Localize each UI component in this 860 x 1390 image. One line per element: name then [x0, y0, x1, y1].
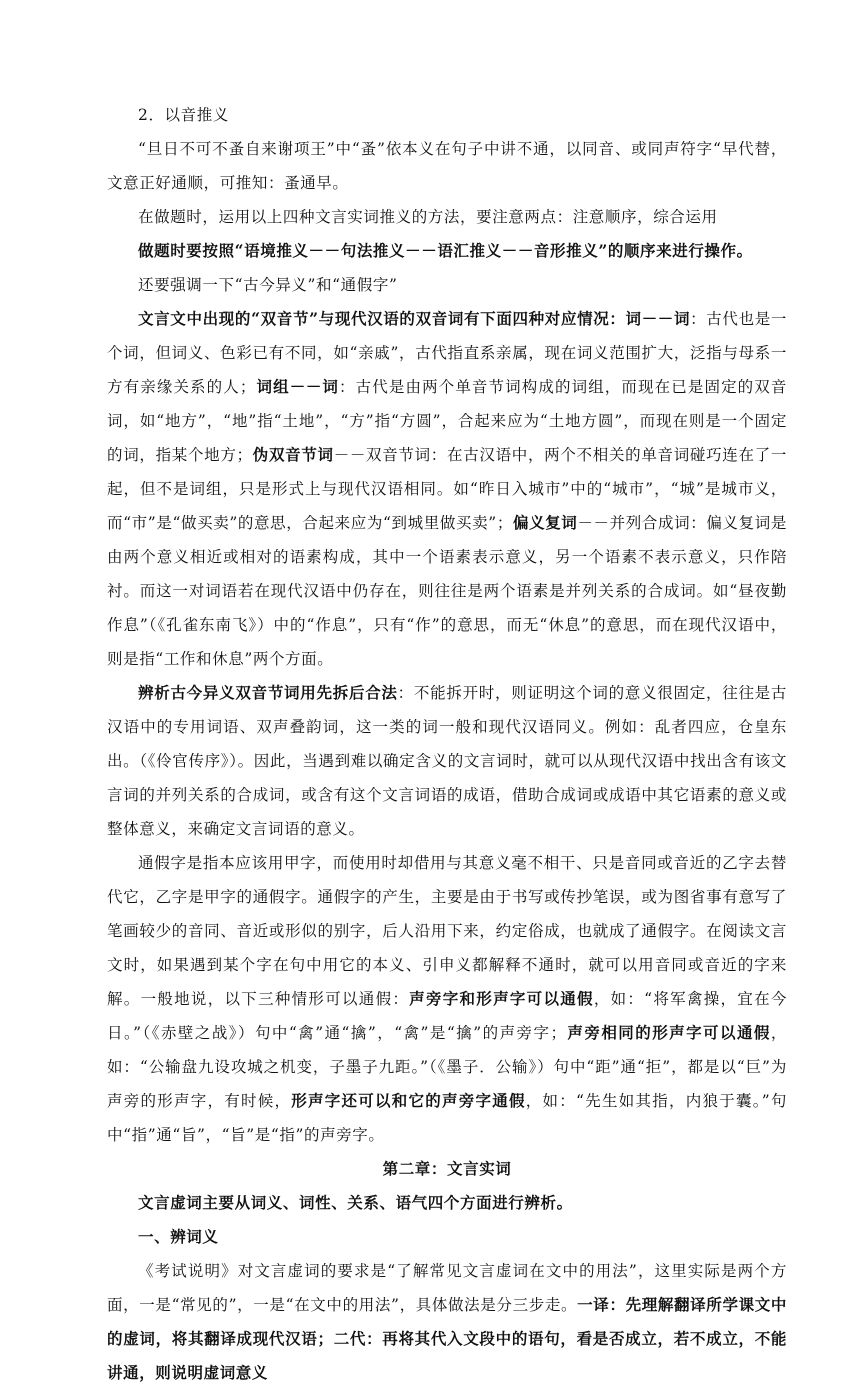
text-run: 偏义复词: [512, 513, 578, 532]
text-run: ：不能拆开时，则证明这个词的意义很固定，往往是古汉语中的专用词语、双声叠韵词，这一类的词一般和现代汉语同义。例如：乱者四应，仓皇东出。（《伶官传序》）。因此，当遇到难以确定含义的文言词时，就可以从现代汉语中找出含有该文言词的并列关系的合成词，或含有这个文言词语的成语，借助合成词或成语中其它语素的意义或整体意义，来确定文言词语的意义。: [107, 684, 787, 838]
text-run: －－双音节词：在古汉语中，两个不相关的单音词碰巧连在了一起，但不是词组，只是形式上与现代汉语相同。如“昨日入城市”中的“城市”，“城”是城市义，而“市”是“做买卖”的意思，合起来应为“到城里做买卖”；: [107, 446, 787, 532]
text-run: 文言文中出现的“双音节”与现代汉语的双音词有下面四种对应情况：词－－词: [138, 309, 691, 328]
text-run: 声旁相同的形声字可以通假: [566, 1023, 771, 1042]
text-run: 通假字是指本应该用甲字，而使用时却借用与其意义毫不相干、只是音同或音近的乙字去替代它，乙字是甲字的通假字。通假字的产生，主要是由于书写或传抄笔误，或为图省事有意写了笔画较少的音同、音近或形似的别字，后人沿用下来，约定俗成，也就成了通假字。在阅读文言文时，如果遇到某个字在句中用它的本义、引申义都解释不通时，就可以用音同或音近的字来解。一般地说，以下三种情形可以通假：: [107, 854, 787, 1008]
document-page: [107, 98, 787, 1390]
paragraph-disyllabic: [107, 302, 787, 676]
heading-sound-inference: 2．以音推义: [138, 106, 229, 124]
text-run: 一译：先理解翻译所学课文中的虚词，将其翻译成现代汉语；二代：再将其代入文段中的语句，看是否成立，若不成立，不能讲通，则说明虚词意义: [107, 1295, 787, 1382]
paragraph-order-rule: 做题时要按照“语境推义－－句法推义－－语汇推义－－音形推义”的顺序来进行操作。: [138, 241, 753, 260]
text-run: ，如：“将军禽操，宜在今日。”（《赤壁之战》）句中“禽”通“擒”，“禽”是“擒”的声旁字；: [107, 990, 787, 1042]
text-run: 伪双音节词: [252, 445, 334, 464]
paragraph-emphasis: 还要强调一下“古今异义”和“通假字”: [138, 276, 398, 294]
paragraph-tongjia: [107, 846, 787, 1152]
paragraph-exam-requirement: [107, 1254, 787, 1390]
text-run: ，如：“公输盘九设攻城之机变，子墨子九距。”（《墨子．公输》）句中“距”通“拒”，都是以“巨”为声旁的形声字，有时候，: [107, 1024, 787, 1110]
paragraph-split-merge: [107, 676, 787, 846]
text-run: －－并列合成词：偏义复词是由两个意义相近或相对的语素构成，其中一个语素表示意义，另一个语素不表示意义，只作陪衬。而这一对词语若在现代汉语中仍存在，则往往是两个语素是并列关系的合成词。如“昼夜勤作息”（《孔雀东南飞》）中的“作息”，只有“作”的意思，而无“休息”的意思，而在现代汉语中，则是指“工作和休息”两个方面。: [107, 514, 787, 668]
section-heading-word-meaning: 一、辨词义: [138, 1227, 219, 1246]
chapter-title: 第二章：文言实词: [382, 1159, 512, 1178]
paragraph-method-note: 在做题时，运用以上四种文言实词推义的方法，要注意两点：注意顺序，综合运用: [138, 208, 718, 226]
text-run: 词组－－词: [255, 377, 340, 396]
paragraph-example-zao: “旦日不可不蚤自来谢项王”中“蚤”依本义在句子中讲不通，以同音、或同声符字“早代替，文意正好通顺，可推知：蚤通早。: [107, 140, 787, 192]
text-run: ：古代也是一个词，但词义、色彩已有不同，如“亲戚”，古代指直系亲属，现在词义范围扩大，泛指与母系一方有亲缘关系的人；: [107, 310, 787, 396]
paragraph-function-words: 文言虚词主要从词义、词性、关系、语气四个方面进行辨析。: [138, 1193, 573, 1212]
text-run: 辨析古今异义双音节词用先拆后合法: [138, 683, 398, 702]
text-run: ：古代是由两个单音节词构成的词组，而现在已是固定的双音词，如“地方”，“地”指“土地”，“方”指“方圆”，合起来应为“土地方圆”，而现在则是一个固定的词，指某个地方；: [107, 378, 787, 464]
text-run: 《考试说明》对文言虚词的要求是“了解常见文言虚词在文中的用法”，这里实际是两个方面，一是“常见的”，一是“在文中的用法”，具体做法是分三步走。: [107, 1262, 787, 1314]
text-run: 形声字还可以和它的声旁字通假: [291, 1091, 526, 1110]
text-run: ，如：“先生如其指，内狼于囊。”句中“指”通“旨”，“旨”是“指”的声旁字。: [107, 1092, 787, 1144]
text-run: 声旁字和形声字可以通假: [409, 989, 594, 1008]
